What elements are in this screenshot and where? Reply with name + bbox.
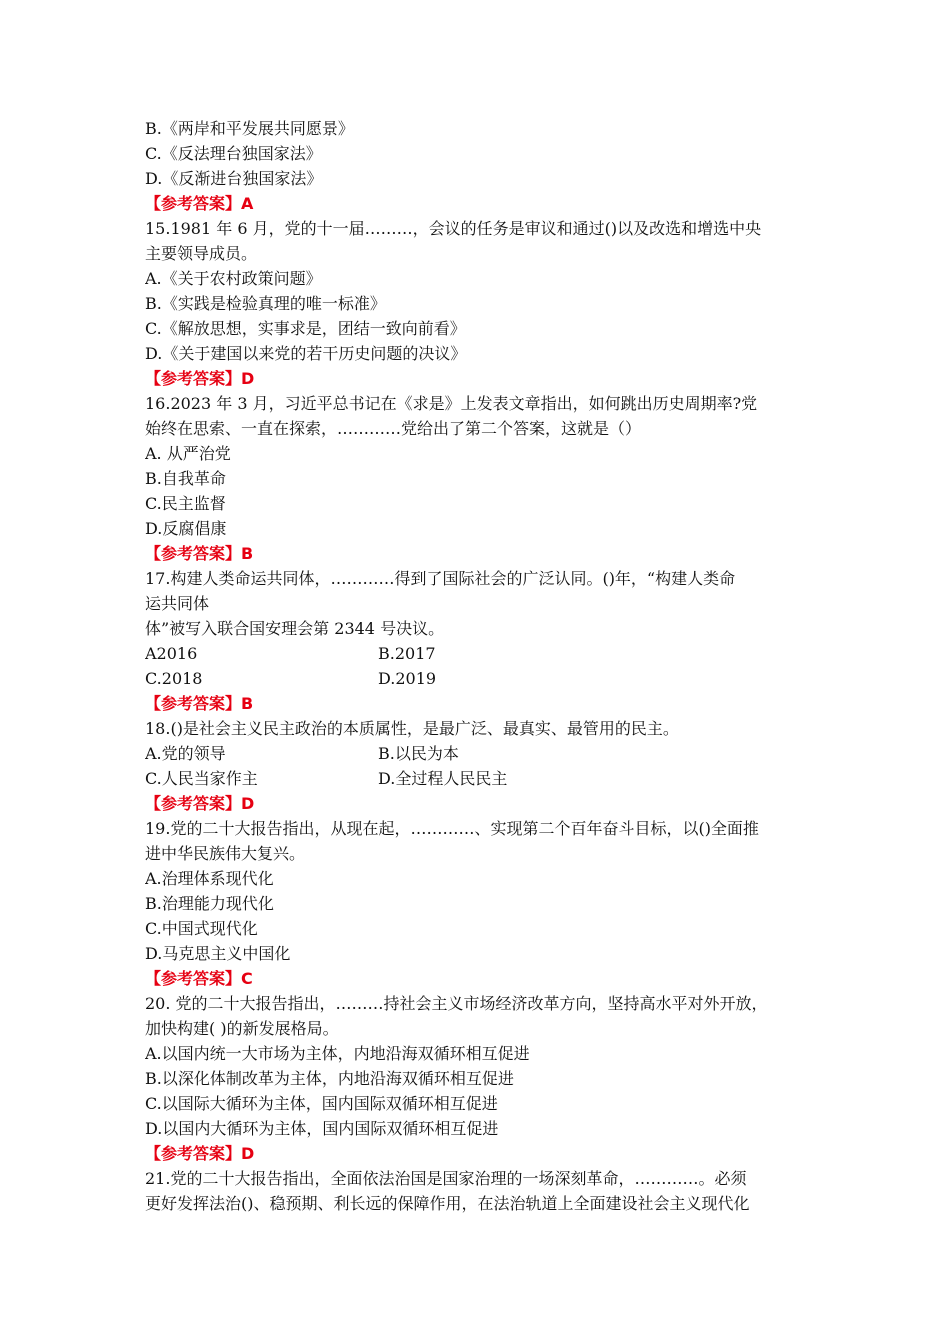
- question-stem: 19.党的二十大报告指出，从现在起，…………、实现第二个百年奋斗目标，以()全面推: [145, 819, 759, 838]
- option-c: C.中国式现代化: [145, 919, 258, 938]
- option-a: A.党的领导: [145, 744, 226, 763]
- reference-answer: 【参考答案】B: [145, 694, 254, 713]
- question-stem: 15.1981 年 6 月，党的十一届………，会议的任务是审议和通过()以及改选和增选中央: [145, 219, 762, 238]
- option-d: D.反腐倡康: [145, 519, 227, 538]
- option-b: B.自我革命: [145, 469, 226, 488]
- question-stem: 体”被写入联合国安理会第 2344 号决议。: [145, 619, 445, 638]
- option-a: A2016: [145, 644, 198, 663]
- option-c: C.人民当家作主: [145, 769, 258, 788]
- option-d: D.《反渐进台独国家法》: [145, 169, 323, 188]
- question-stem: 20. 党的二十大报告指出，………持社会主义市场经济改革方向，坚持高水平对外开放，: [145, 994, 768, 1013]
- option-c: C.民主监督: [145, 494, 226, 513]
- option-row: [145, 666, 810, 691]
- option-d: D.以国内大循环为主体，国内国际双循环相互促进: [145, 1119, 499, 1138]
- option-c: C.《解放思想，实事求是，团结一致向前看》: [145, 319, 466, 338]
- option-a: A.以国内统一大市场为主体，内地沿海双循环相互促进: [145, 1044, 530, 1063]
- question-stem: 21.党的二十大报告指出，全面依法治国是国家治理的一场深刻革命，…………。必须: [145, 1169, 747, 1188]
- question-stem: 主要领导成员。: [145, 244, 258, 263]
- reference-answer: 【参考答案】D: [145, 794, 255, 813]
- option-d: D.2019: [378, 669, 437, 688]
- option-d: D.马克思主义中国化: [145, 944, 291, 963]
- option-d: D.全过程人民民主: [378, 769, 508, 788]
- reference-answer: 【参考答案】D: [145, 1144, 255, 1163]
- option-row: [145, 766, 810, 791]
- option-row: [145, 641, 810, 666]
- question-stem: 始终在思索、一直在探索，…………党给出了第二个答案，这就是（）: [145, 419, 642, 438]
- option-row: [145, 741, 810, 766]
- option-b: B.以深化体制改革为主体，内地沿海双循环相互促进: [145, 1069, 514, 1088]
- option-b: B.《两岸和平发展共同愿景》: [145, 119, 354, 138]
- question-stem: 16.2023 年 3 月，习近平总书记在《求是》上发表文章指出，如何跳出历史周期率?党: [145, 394, 758, 413]
- question-stem: 加快构建( )的新发展格局。: [145, 1019, 339, 1038]
- option-a: A. 从严治党: [145, 444, 231, 463]
- option-c: C.《反法理台独国家法》: [145, 144, 322, 163]
- option-a: A.治理体系现代化: [145, 869, 274, 888]
- option-b: B.《实践是检验真理的唯一标准》: [145, 294, 386, 313]
- option-b: B.以民为本: [378, 744, 459, 763]
- option-d: D.《关于建国以来党的若干历史问题的决议》: [145, 344, 467, 363]
- option-c: C.以国际大循环为主体，国内国际双循环相互促进: [145, 1094, 498, 1113]
- option-a: A.《关于农村政策问题》: [145, 269, 322, 288]
- question-stem: 运共同体: [145, 594, 210, 613]
- question-stem: 更好发挥法治()、稳预期、利长远的保障作用，在法治轨道上全面建设社会主义现代化: [145, 1194, 750, 1213]
- option-c: C.2018: [145, 669, 203, 688]
- question-stem: 18.()是社会主义民主政治的本质属性，是最广泛、最真实、最管用的民主。: [145, 719, 679, 738]
- option-b: B.2017: [378, 644, 436, 663]
- document-page: [145, 116, 810, 1216]
- option-b: B.治理能力现代化: [145, 894, 274, 913]
- question-stem: 进中华民族伟大复兴。: [145, 844, 306, 863]
- reference-answer: 【参考答案】B: [145, 544, 254, 563]
- reference-answer: 【参考答案】D: [145, 369, 255, 388]
- question-stem: 17.构建人类命运共同体，…………得到了国际社会的广泛认同。()年，“构建人类命: [145, 569, 736, 588]
- reference-answer: 【参考答案】C: [145, 969, 253, 988]
- reference-answer: 【参考答案】A: [145, 194, 254, 213]
